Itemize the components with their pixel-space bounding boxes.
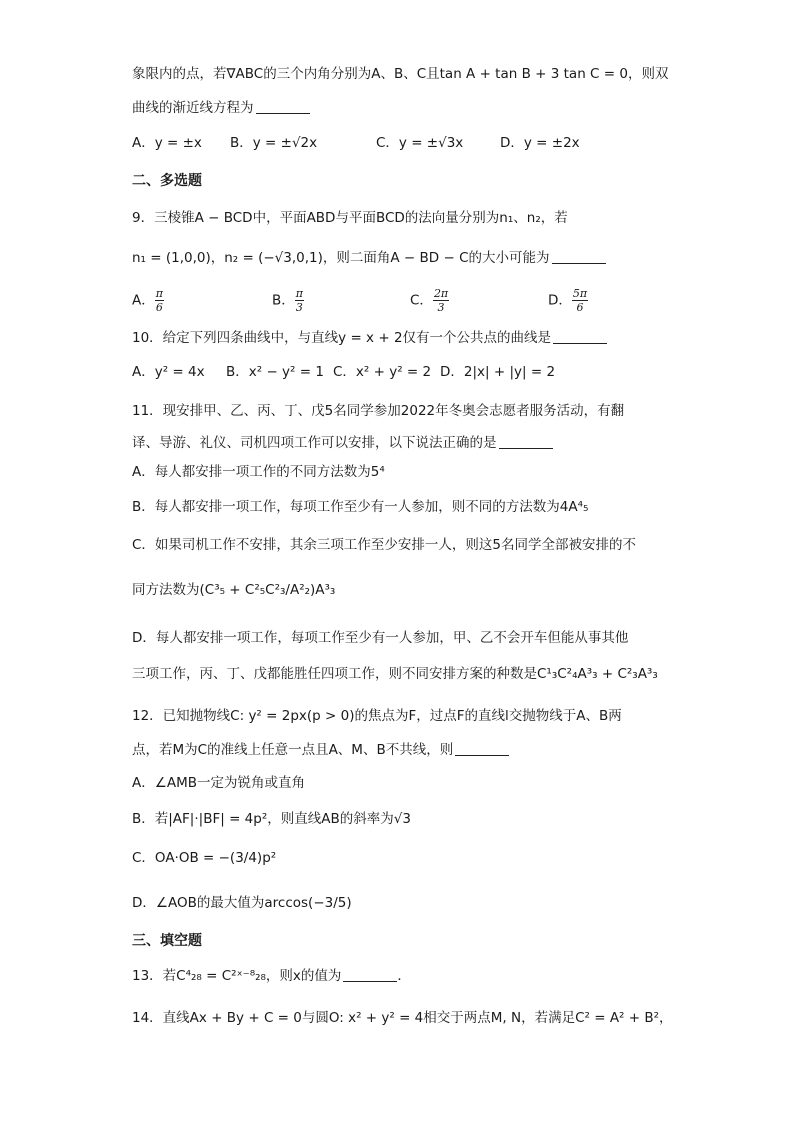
q12-option-b: B．若|AF|·|BF| = 4p²，则直线AB的斜率为√3 — [132, 811, 411, 827]
q9-option-b-fraction — [295, 287, 304, 314]
q9-option-a-label: A． — [132, 292, 155, 309]
q8-option-a: A．y = ±x — [132, 135, 202, 151]
q9-option-c-fraction — [433, 287, 449, 314]
q9-option-b — [272, 287, 304, 314]
answer-blank[interactable] — [343, 967, 397, 982]
q12-option-a: A．∠AMB一定为锐角或直角 — [132, 775, 305, 791]
answer-blank[interactable] — [552, 249, 606, 264]
q9-option-a-fraction — [155, 287, 164, 314]
denominator: 6 — [576, 301, 584, 314]
q11-option-a: A．每人都安排一项工作的不同方法数为5⁴ — [132, 464, 385, 480]
question-13-period: ． — [397, 968, 411, 984]
question-11-prompt: 译、导游、礼仪、司机四项工作可以安排，以下说法正确的是 — [132, 435, 497, 451]
q9-option-a — [132, 287, 164, 314]
q9-option-d — [548, 287, 588, 314]
q8-option-d: D．y = ±2x — [500, 135, 580, 151]
question-12-text-line-2 — [132, 740, 509, 760]
q11-option-d-line-2: 三项工作，丙、丁、戊都能胜任四项工作，则不同安排方案的种数是C¹₃C²₄A³₃ + C²₃A³₃ — [132, 666, 658, 682]
question-8-text-line-2 — [132, 98, 310, 118]
question-12-text-line-1: 12．已知抛物线C: y² = 2px(p > 0)的焦点为F，过点F的直线l交抛物线于A、B两 — [132, 708, 622, 724]
answer-blank[interactable] — [553, 329, 607, 344]
question-9-text-line-1: 9．三棱锥A − BCD中，平面ABD与平面BCD的法向量分别为n₁、n₂，若 — [132, 210, 568, 226]
q11-option-b: B．每人都安排一项工作，每项工作至少有一人参加，则不同的方法数为4A⁴₅ — [132, 499, 589, 515]
question-9-text-line-2 — [132, 248, 606, 268]
answer-blank[interactable] — [499, 434, 553, 449]
q11-option-c-line-1: C．如果司机工作不安排，其余三项工作至少安排一人，则这5名同学全部被安排的不 — [132, 537, 637, 553]
question-12-prompt: 点，若M为C的准线上任意一点且A、M、B不共线，则 — [132, 742, 454, 758]
question-10-text — [132, 328, 607, 348]
q10-option-d: D．2|x| + |y| = 2 — [440, 364, 556, 380]
question-9-prompt: n₁ = (1,0,0)，n₂ = (−√3,0,1)，则二面角A − BD − C的大小可能为 — [132, 250, 550, 266]
q12-option-c: C．OA·OB = −(3/4)p² — [132, 850, 277, 866]
q11-option-c-line-2: 同方法数为(C³₅ + C²₅C²₃/A²₂)A³₃ — [132, 582, 336, 598]
denominator: 3 — [437, 301, 445, 314]
q9-option-b-label: B． — [272, 292, 295, 309]
q9-option-c-label: C． — [410, 292, 433, 309]
numerator: 5π — [572, 287, 588, 300]
question-11-text-line-1: 11．现安排甲、乙、丙、丁、戊5名同学参加2022年冬奥会志愿者服务活动，有翻 — [132, 403, 625, 419]
question-8-text-line-1: 象限内的点，若∇ABC的三个内角分别为A、B、C且tan A + tan B + 3 tan C = 0，则双 — [132, 66, 669, 82]
numerator: π — [155, 287, 163, 300]
numerator: 2π — [433, 287, 449, 300]
q9-option-c — [410, 287, 449, 314]
q10-option-a: A．y² = 4x — [132, 364, 205, 380]
answer-blank[interactable] — [455, 741, 509, 756]
question-8-prompt: 曲线的渐近线方程为 — [132, 100, 254, 116]
question-10-prompt: 10．给定下列四条曲线中，与直线y = x + 2仅有一个公共点的曲线是 — [132, 330, 552, 346]
q9-option-d-label: D． — [548, 292, 572, 309]
answer-blank[interactable] — [256, 99, 310, 114]
q10-option-c: C．x² + y² = 2 — [333, 364, 432, 380]
question-13-prompt: 13．若C⁴₂₈ = C²ˣ⁻⁸₂₈，则x的值为 — [132, 968, 342, 984]
question-14-text: 14．直线Ax + By + C = 0与圆O: x² + y² = 4相交于两点M, N，若满足C² = A² + B²， — [132, 1010, 673, 1026]
q12-option-d: D．∠AOB的最大值为arccos(−3/5) — [132, 895, 352, 911]
q9-option-d-fraction — [572, 287, 588, 314]
denominator: 6 — [155, 301, 163, 314]
q10-option-b: B．x² − y² = 1 — [226, 364, 324, 380]
numerator: π — [295, 287, 303, 300]
question-11-text-line-2 — [132, 433, 553, 453]
section-heading-fill-in: 三、填空题 — [132, 933, 202, 949]
section-heading-multiple-choice: 二、多选题 — [132, 173, 202, 189]
q8-option-b: B．y = ±√2x — [230, 135, 318, 151]
question-13-text — [132, 966, 411, 986]
q11-option-d-line-1: D．每人都安排一项工作，每项工作至少有一人参加，甲、乙不会开车但能从事其他 — [132, 630, 629, 646]
denominator: 3 — [295, 301, 303, 314]
q8-option-c: C．y = ±√3x — [376, 135, 464, 151]
